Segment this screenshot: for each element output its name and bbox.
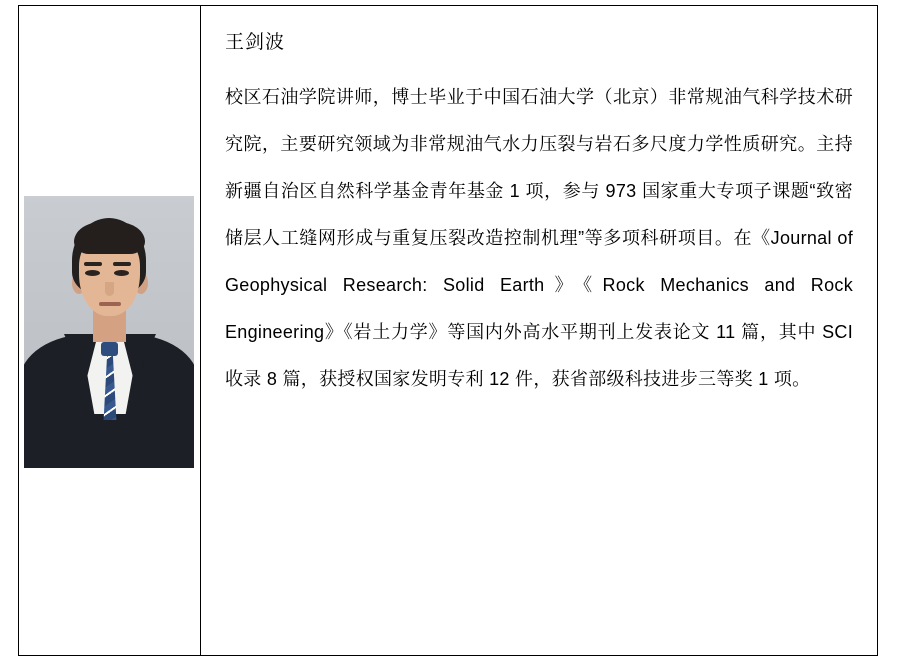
photo-cell [19,6,201,655]
person-name: 王剑波 [225,32,286,53]
portrait-tie-knot [101,342,118,356]
portrait-eye-right [114,270,129,276]
profile-table [18,5,878,656]
portrait-brow-right [113,262,131,266]
portrait-photo [24,196,194,468]
person-bio: 校区石油学院讲师，博士毕业于中国石油大学（北京）非常规油气科学技术研究院，主要研究领域为非常规油气水力压裂与岩石多尺度力学性质研究。主持新疆自治区自然科学基金青年基金 1 项，参与 973 国家重大专项子课题“致密储层人工缝网形成与重复压裂改造控制机理”等多项科研项目。在《Journal of Geophysical Research: Solid Earth》《Rock Mechanics and Rock Engineering》《岩土力学》等国内外高水平期刊上发表论文 11 篇，其中 SCI 收录 8 篇，获授权国家发明专利 12 件，获省部级科技进步三等奖 1 项。 [225,87,853,389]
portrait-nose [105,282,114,296]
portrait-fringe [74,222,145,254]
portrait-brow-left [84,262,102,266]
text-cell [201,6,877,655]
portrait-eye-left [85,270,100,276]
portrait-mouth [99,302,121,306]
